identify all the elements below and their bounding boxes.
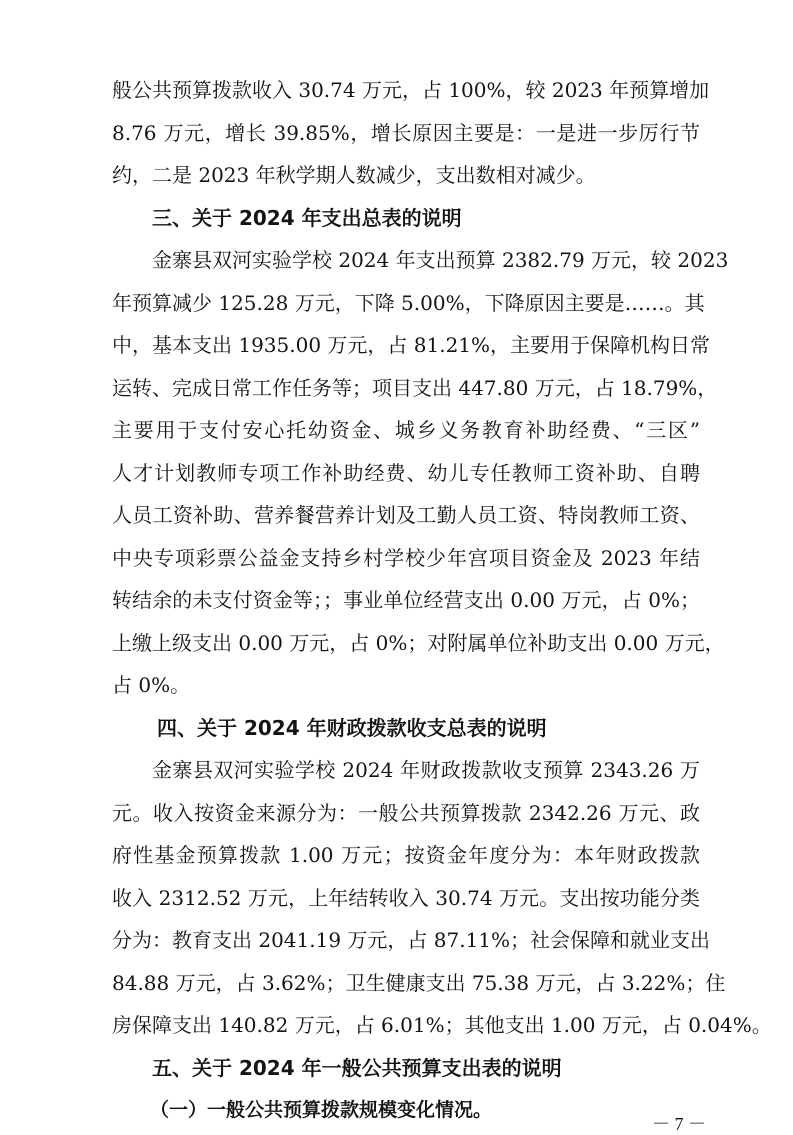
paragraph-line: 人员工资补助、营养餐营养计划及工勤人员工资、特岗教师工资、 [112,503,700,527]
paragraph-line: 转结余的未支付资金等；；事业单位经营支出 0.00 万元，占 0%； [112,588,700,612]
paragraph-line: 运转、完成日常工作任务等；项目支出 447.80 万元，占 18.79%， [112,375,718,400]
paragraph-line: 金寨县双河实验学校 2024 年财政拨款收支预算 2343.26 万 [152,758,700,782]
paragraph-line: 元。收入按资金来源分为：一般公共预算拨款 2342.26 万元、政 [112,800,700,825]
paragraph-line: 府性基金预算拨款 1.00 万元；按资金年度分为：本年财政拨款 [112,843,700,867]
paragraph-line: 年预算减少 125.28 万元，下降 5.00%，下降原因主要是……。其 [112,290,705,315]
paragraph-line: 房保障支出 140.82 万元，占 6.01%；其他支出 1.00 万元，占 0.04%。 [112,1013,772,1037]
page-number: － 7 － [652,1113,706,1134]
paragraph-line: 收入 2312.52 万元，上年结转收入 30.74 万元。支出按功能分类 [112,885,700,910]
paragraph-line: 主要用于支付安心托幼资金、城乡义务教育补助经费、“三区” [112,418,700,442]
section-heading-5: 五、关于 2024 年一般公共预算支出表的说明 [152,1055,562,1080]
paragraph-line: 84.88 万元，占 3.62%；卫生健康支出 75.38 万元，占 3.22%；住 [112,970,726,995]
paragraph-line: 中，基本支出 1935.00 万元，占 81.21%，主要用于保障机构日常 [112,333,711,357]
paragraph-line: 占 0%。 [112,673,191,697]
subsection-heading-1: （一）一般公共预算拨款规模变化情况。 [150,1099,493,1121]
paragraph-line: 中央专项彩票公益金支持乡村学校少年宫项目资金及 2023 年结 [112,545,700,570]
paragraph-line: 8.76 万元，增长 39.85%，增长原因主要是：一是进一步厉行节 [112,120,700,145]
section-heading-3: 三、关于 2024 年支出总表的说明 [152,205,462,230]
paragraph-line: 人才计划教师专项工作补助经费、幼儿专任教师工资补助、自聘 [112,460,700,485]
paragraph-line: 上缴上级支出 0.00 万元，占 0%；对附属单位补助支出 0.00 万元， [112,630,725,655]
section-heading-4: 四、关于 2024 年财政拨款收支总表的说明 [157,715,547,740]
paragraph-line: 金寨县双河实验学校 2024 年支出预算 2382.79 万元，较 2023 [152,248,729,272]
paragraph-line: 分为：教育支出 2041.19 万元，占 87.11%；社会保障和就业支出 [112,928,711,952]
paragraph-line: 般公共预算拨款收入 30.74 万元，占 100%，较 2023 年预算增加 [112,78,710,102]
paragraph-line: 约，二是 2023 年秋学期人数减少，支出数相对减少。 [112,163,596,187]
